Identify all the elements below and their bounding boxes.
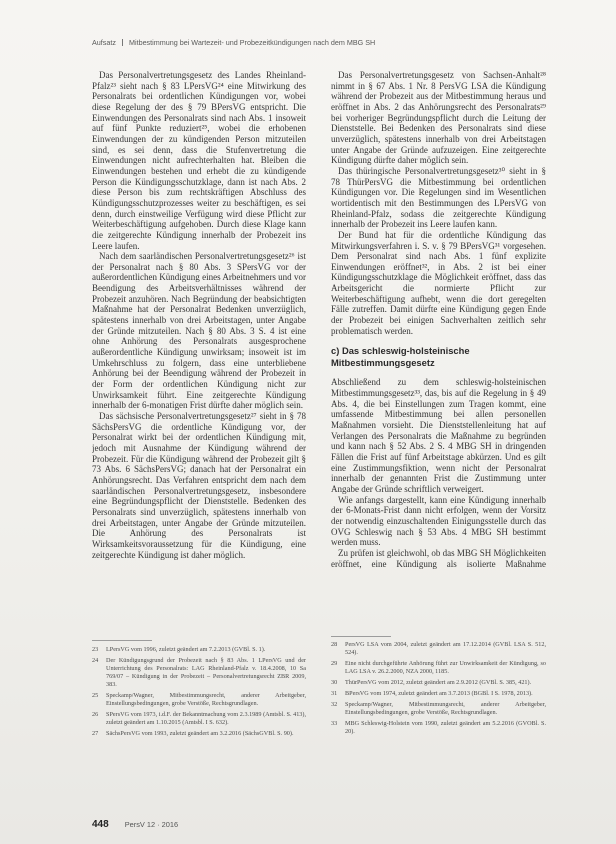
- running-head: [92, 38, 375, 47]
- footnote-number: 25: [92, 691, 99, 699]
- body-paragraph: Nach dem saarländischen Personalvertretungsgesetz²⁶ ist der Personalrat nach § 80 Abs. 3 SPersVG vor der außerordentlichen Kündigung eines Arbeitnehmers und vor Beendigung des Arbeitsverhältnisses während der Probezeit anzuhören. Nach Begründung der beabsichtigten Maßnahme hat der Personalrat Bedenken unverzüglich, spätestens innerhalb von drei Arbeitstagen, unter Angabe der Gründe mitzuteilen. Nach § 80 Abs. 3 S. 4 ist eine ohne Anhörung des Personalrats ausgesprochene außerordentliche Kündigung unwirksam; insoweit ist im Umkehrschluss zu folgern, dass eine unterbliebene Anhörung bei der Beendigung während der Probezeit in der Form der ordentlichen Kündigung nicht zur Unwirksamkeit führt. Eine zeitgerechte Kündigung innerhalb der 6-monatigen Frist dürfte daher möglich sein.: [92, 251, 306, 411]
- footnote: [92, 692, 306, 708]
- body-paragraph: Das thüringische Personalvertretungsgesetz³⁰ sieht in § 78 ThürPersVG die Mitbestimmung bei ordentlichen Kündigungen vor. Die Regelungen sind im Wesentlichen wortidentisch mit den Bestimmungen des LPersVG von Rheinland-Pfalz, sodass die zeitgerechte Kündigung innerhalb der Probezeit ins Leere laufen kann.: [331, 165, 546, 230]
- body-paragraph: Wie anfangs dargestellt, kann eine Kündigung innerhalb der 6-Monats-Frist dann nicht erfolgen, wenn der Vorsitz der notwendig einzuschaltenden Einigungsstelle durch das OVG Schleswig nach § 53 Abs. 4 MBG SH bestimmt werden muss.: [331, 494, 546, 548]
- body-paragraph: Zu prüfen ist gleichwohl, ob das MBG SH Möglichkeiten eröffnet, eine Kündigung als isolierte Maßnahme: [331, 547, 546, 569]
- footnote-number: 31: [331, 690, 338, 698]
- running-head-divider: [122, 39, 123, 46]
- footnote: [331, 641, 546, 657]
- footnote-text: SächsPersVG vom 1993, zuletzt geändert am 3.2.2016 (SächsGVBl. S. 90).: [106, 729, 294, 737]
- footnote-number: 30: [331, 678, 338, 686]
- right-text-column: [331, 70, 546, 630]
- footnote: [331, 690, 546, 698]
- footnote: [331, 679, 546, 687]
- footnote-text: ThürPersVG vom 2012, zuletzt geändert am 2.9.2012 (GVBl. S. 385, 421).: [345, 678, 532, 686]
- footnote-text: PersVG LSA vom 2004, zuletzt geändert am 17.12.2014 (GVBl. LSA S. 512, 524).: [345, 641, 546, 656]
- footnote-number: 24: [92, 657, 99, 665]
- footnote-text: Eine nicht durchgeführte Anhörung führt zur Unwirksamkeit der Kündigung, so LAG LSA v. 26.2.2000, NZA 2000, 1185.: [345, 659, 546, 675]
- body-paragraph: Der Bund hat für die ordentliche Kündigung das Mitwirkungsverfahren i. S. v. § 79 BPersVG³¹ vorgesehen. Dem Personalrat sind nach Abs. 1 fünf explizite Einwendungen eröffnet³², in Abs. 2 ist bei einer Kündigungsschutzklage die Möglichkeit eröffnet, dass das Arbeitsgericht die normierte Pflicht zur Weiterbeschäftigung aufhebt, wenn die dort geregelten Fälle zutreffen. Damit dürfte eine Kündigung gegen Ende der Probezeit bei einigen Sachverhalten zeitlich sehr problematisch werden.: [331, 229, 546, 336]
- running-head-section: Aufsatz: [92, 38, 116, 47]
- footnote-number: 33: [331, 720, 338, 728]
- footnote-number: 32: [331, 701, 338, 709]
- section-heading: c) Das schleswig-holsteinische Mitbestimmungsgesetz: [331, 345, 470, 369]
- footnote: [92, 730, 306, 738]
- footnote-number: 26: [92, 710, 99, 718]
- footnote-text: MBG Schleswig-Holstein vom 1990, zuletzt geändert am 5.2.2016 (GVOBl. S. 20).: [345, 720, 546, 736]
- footnotes-left: [92, 646, 306, 741]
- footnote-text: LPersVG vom 1996, zuletzt geändert am 7.2.2013 (GVBl. S. 1).: [106, 646, 266, 653]
- body-paragraph: Das sächsische Personalvertretungsgesetz²⁷ sieht in § 78 SächsPersVG die ordentliche Kündigung vor, der Personalrat wirkt bei der ordentlichen Kündigung mit, jedoch mit Ausnahme der Kündigung während der Probezeit. Für die Kündigung während der Probezeit gilt § 73 Abs. 6 SächsPersVG; danach hat der Personalrat ein Anhörungsrecht. Das Verfahren entspricht dem nach dem saarländischen Personalvertretungsgesetz, insbesondere eine Begründungspflicht der Dienststelle. Bedenken des Personalrats sind unverzüglich, spätestens innerhalb von drei Arbeitstagen, unter Angabe der Gründe mitzuteilen. Die Anhörung des Personalrats ist Wirksamkeitsvoraussetzung für die Kündigung, eine zeitgerechte Kündigung ist daher möglich.: [92, 411, 306, 560]
- body-paragraph: Abschließend zu dem schleswig-holsteinischen Mitbestimmungsgesetz³³, das, bis auf die Regelung in § 49 Abs. 4, die bei Einstellungen zum Tragen kommt, eine umfassende Mitbestimmung bei allen personellen Maßnahmen vorsieht. Die Dienststellenleitung hat auf Verlangen des Personalrats die Maßnahme zu begründen und kann nach § 52 Abs. 2 S. 4 MBG SH in dringenden Fällen die Frist auf fünf Arbeitstage abkürzen. Und es gilt eine Zustimmungsfiktion, wenn nicht der Personalrat innerhalb der genannten Frist die Zustimmung unter Angabe der Gründe schriftlich verweigert.: [331, 377, 546, 494]
- footnote-text: BPersVG vom 1974, zuletzt geändert am 3.7.2013 (BGBl. I S. 1978, 2013).: [345, 690, 533, 698]
- footnotes-right: [331, 641, 546, 739]
- footnote-text: Der Kündigungsgrund der Probezeit nach § 83 Abs. 1 LPersVG und der Unterrichtung des Personalrats: LAG Rheinland-Pfalz v. 18.4.2008, 10 Sa 769/07 – Kündigung in der Probezeit – Personalvertretungsrecht ZBR 2009, 383.: [106, 657, 306, 688]
- footnote: [92, 711, 306, 727]
- body-paragraph: Das Personalvertretungsgesetz von Sachsen-Anhalt²⁸ nimmt in § 67 Abs. 1 Nr. 8 PersVG LSA die Kündigung während der Probezeit aus der Mitbestimmung heraus und eröffnet in Abs. 2 das Anhörungsrecht des Personalrats²⁹ bei vorheriger Begründungspflicht durch die Leitung der Dienststelle. Bei Bedenken des Personalrats sind diese unverzüglich, spätestens innerhalb von drei Arbeitstagen unter Angabe der Gründe aufzuzeigen. Eine zeitgerechte Kündigung dürfte daher möglich sein.: [331, 70, 546, 166]
- footnote: [92, 657, 306, 688]
- footnote: [92, 646, 306, 654]
- footnote-number: 27: [92, 729, 99, 737]
- footnote-text: Speckamp/Wagner, Mitbestimmungsrecht, anderer Arbeitgeber, Einstellungsbedingungen, grobe Verstöße, Rechtsgrundlagen.: [106, 691, 306, 707]
- footnote: [331, 660, 546, 676]
- journal-issue: PersV 12 · 2016: [124, 820, 179, 829]
- body-paragraph: Das Personalvertretungsgesetz des Landes Rheinland-Pfalz²³ sieht nach § 83 LPersVG²⁴ eine Mitwirkung des Personalrats bei ordentlichen Kündigungen vor, wobei diese Regelung der des § 79 BPersVG entspricht. Die Einwendungen des Personalrats sind nach Abs. 1 insoweit auf fünf Punkte reduziert²⁵, wobei die erhobenen Einwendungen der zu kündigenden Person mitzuteilen sind, es sei denn, dass die Stufenvertretung die Einwendungen nicht aufrechterhalten hat. Bleiben die Einwendungen bestehen und erhebt die zu kündigende Person die Kündigungsschutzklage, dann ist nach Abs. 2 diese Person bis zum rechtskräftigen Abschluss des Kündigungsschutzprozesses weiter zu beschäftigen, es sei denn, durch einstweilige Verfügung wird diese Pflicht zur Weiterbeschäftigung aufgehoben. Durch diese Klage kann die zeitgerechte Kündigung innerhalb der Probezeit ins Leere laufen.: [92, 70, 306, 251]
- running-head-title: Mitbestimmung bei Wartezeit- und Probezeitkündigungen nach dem MBG SH: [128, 38, 376, 47]
- footnote-separator: [92, 640, 152, 641]
- footnote: [331, 720, 546, 736]
- page-number: 448: [92, 819, 109, 830]
- footnote-number: 23: [92, 646, 99, 653]
- footnote-separator: [331, 636, 391, 637]
- footnote-text: SPersVG vom 1973, i.d.F. der Bekanntmachung vom 2.3.1989 (Amtsbl. S. 413), zuletzt geändert am 1.10.2015 (Amtsbl. I S. 632).: [106, 710, 306, 726]
- footnote-text: Speckamp/Wagner, Mitbestimmungsrecht, anderer Arbeitgeber, Einstellungsbedingungen, grobe Verstöße, Rechtsgrundlagen.: [345, 701, 546, 717]
- page-footer: [92, 814, 178, 832]
- footnote-number: 29: [331, 659, 338, 667]
- footnote: [331, 701, 546, 717]
- left-text-column: [92, 70, 306, 600]
- footnote-number: 28: [331, 641, 338, 648]
